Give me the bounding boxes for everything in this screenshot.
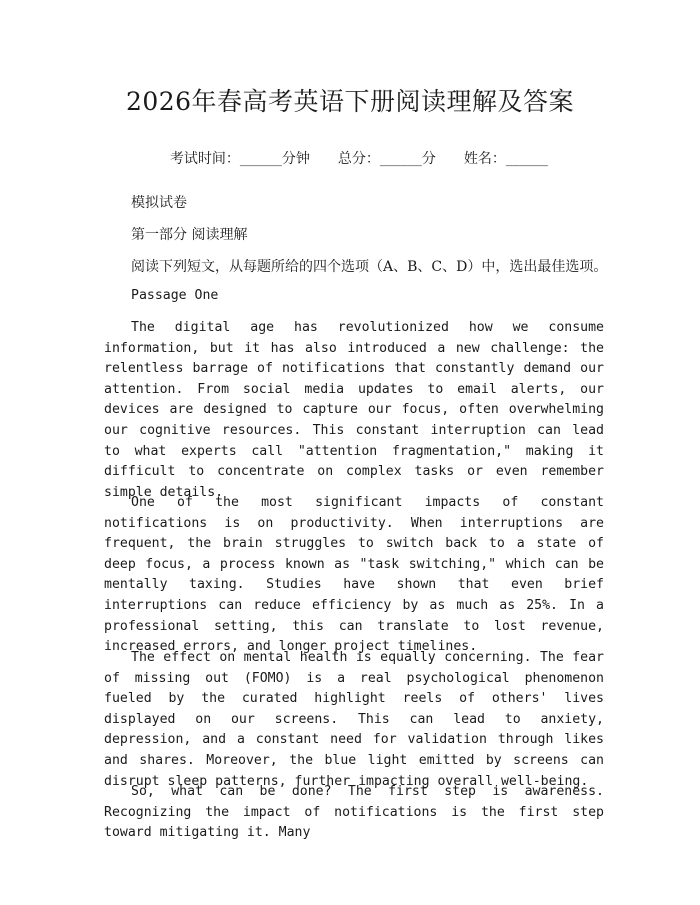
document-title: 2026年春高考英语下册阅读理解及答案 bbox=[125, 87, 575, 116]
total-score-label: 总分：______分 bbox=[337, 151, 436, 167]
exam-info-line bbox=[0, 132, 700, 184]
part-heading: 第一部分 阅读理解 bbox=[131, 227, 248, 243]
paragraph-2: One of the most significant impacts of constant notifications is on productivity. When interruptions are frequent, the brain struggles to switch back to a state of deep focus, a process known as "task switching," which can be mentally taxing. Studies have shown that even brief interruptions can reduce efficiency by as much as 25%. In a professional setting, this can translate to lost revenue, increased errors, and longer project timelines. bbox=[104, 495, 604, 655]
section-label: 模拟试卷 bbox=[131, 195, 187, 211]
paragraph-4: So, what can be done? The first step is awareness. Recognizing the impact of notifications is the first step toward mitigating it. Many bbox=[104, 784, 604, 841]
student-name-label: 姓名：______ bbox=[463, 151, 548, 167]
passage-title: Passage One bbox=[131, 288, 219, 303]
paragraph-3: The effect on mental health is equally concerning. The fear of missing out (FOMO) is a real psychological phenomenon fueled by the curated highlight reels of others' lives displayed on our screens. This can lead to anxiety, depression, and a constant need for validation through likes and shares. Moreover, the blue light emitted by screens can disrupt sleep patterns, further impacting overall well-being. bbox=[104, 650, 604, 789]
paragraph-1: The digital age has revolutionized how we consume information, but it has also introduced a new challenge: the relentless barrage of notifications that constantly demand our attention. From social media updates to email alerts, our devices are designed to capture our focus, often overwhelming our cognitive resources. This constant interruption can lead to what experts call "attention fragmentation," making it difficult to concentrate on complex tasks or even remember simple details. bbox=[104, 320, 604, 500]
exam-time-label: 考试时间：______分钟 bbox=[169, 151, 310, 167]
instruction-text: 阅读下列短文，从每题所给的四个选项（A、B、C、D）中，选出最佳选项。 bbox=[131, 259, 608, 275]
